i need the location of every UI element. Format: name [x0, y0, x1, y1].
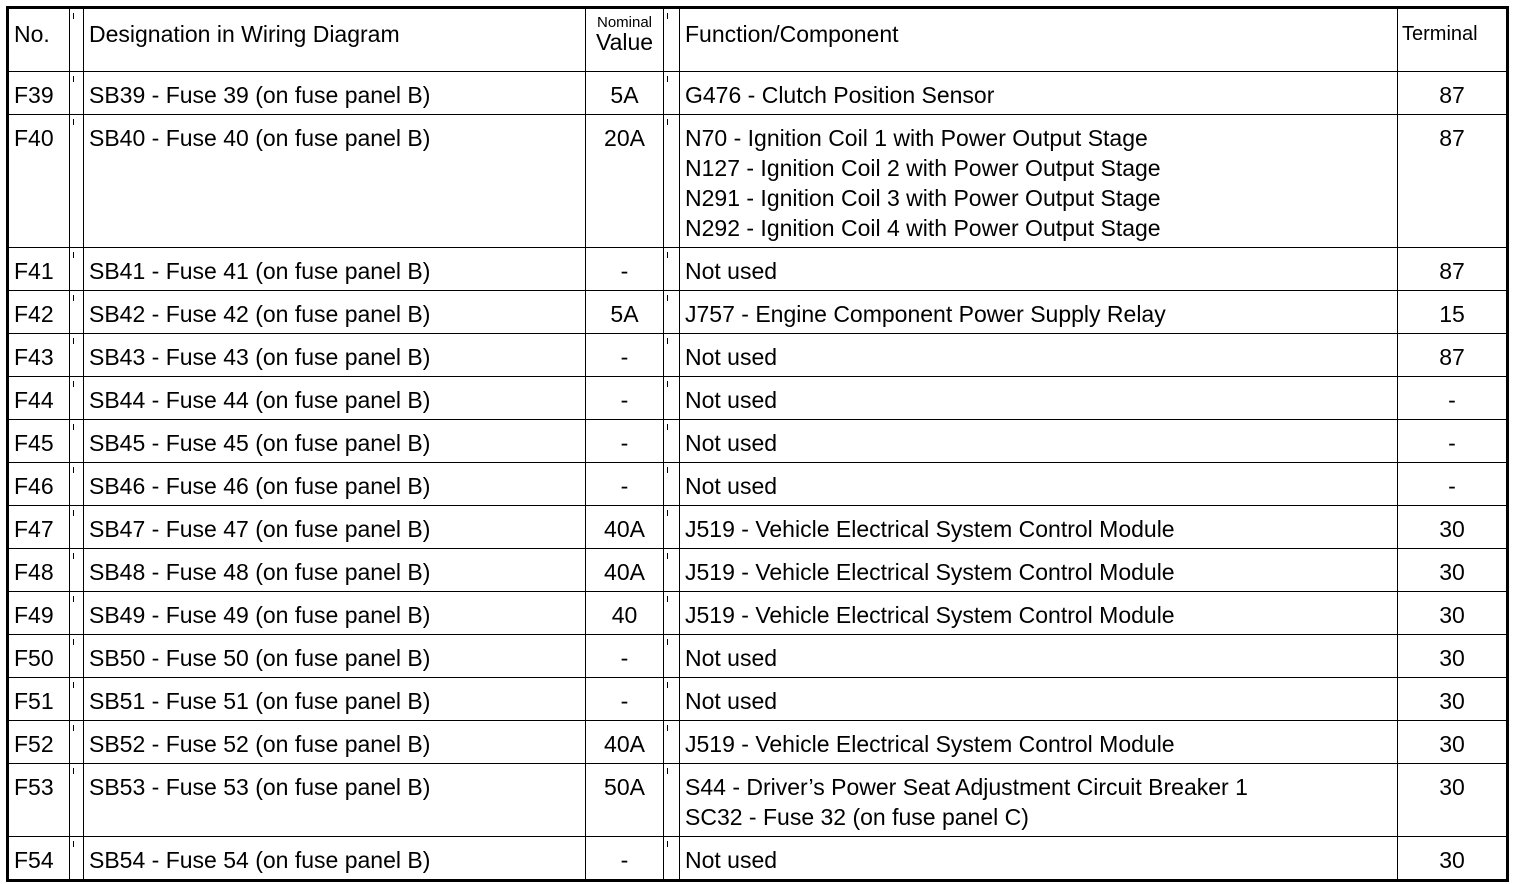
- fuse-number: F51: [8, 678, 70, 721]
- spacer-cell: [664, 678, 680, 721]
- table-row: [8, 506, 1508, 549]
- designation: SB41 - Fuse 41 (on fuse panel B): [84, 248, 586, 291]
- nominal-value: 40A: [586, 549, 664, 592]
- spacer-cell: [70, 420, 84, 463]
- nominal-value: -: [586, 248, 664, 291]
- function-component: [680, 334, 1398, 377]
- designation: SB52 - Fuse 52 (on fuse panel B): [84, 721, 586, 764]
- designation: SB39 - Fuse 39 (on fuse panel B): [84, 72, 586, 115]
- nominal-value: -: [586, 837, 664, 881]
- terminal: 87: [1398, 334, 1508, 377]
- fuse-number: F43: [8, 334, 70, 377]
- function-line: Not used: [685, 258, 778, 284]
- spacer-cell: [664, 72, 680, 115]
- spacer-cell: [70, 721, 84, 764]
- fuse-number: F50: [8, 635, 70, 678]
- spacer-cell: [664, 291, 680, 334]
- terminal: -: [1398, 420, 1508, 463]
- terminal: 30: [1398, 506, 1508, 549]
- table-row: [8, 420, 1508, 463]
- table-row: [8, 764, 1508, 837]
- spacer-cell: [70, 248, 84, 291]
- spacer-cell: [70, 506, 84, 549]
- fuse-number: F46: [8, 463, 70, 506]
- nominal-value: -: [586, 377, 664, 420]
- spacer-cell: [70, 463, 84, 506]
- terminal: 87: [1398, 248, 1508, 291]
- spacer-cell: [70, 334, 84, 377]
- terminal: 87: [1398, 115, 1508, 248]
- spacer-cell: [664, 248, 680, 291]
- spacer-cell: [664, 635, 680, 678]
- table-row: [8, 463, 1508, 506]
- function-line: N292 - Ignition Coil 4 with Power Output Stage: [685, 215, 1161, 241]
- table-row: [8, 635, 1508, 678]
- function-component: [680, 115, 1398, 248]
- fuse-number: F47: [8, 506, 70, 549]
- function-line: Not used: [685, 645, 778, 671]
- function-line: J519 - Vehicle Electrical System Control Module: [685, 602, 1175, 628]
- nominal-value: 5A: [586, 291, 664, 334]
- function-line: S44 - Driver’s Power Seat Adjustment Circuit Breaker 1: [685, 774, 1248, 800]
- table-row: [8, 837, 1508, 881]
- fuse-number: F42: [8, 291, 70, 334]
- spacer-cell: [664, 463, 680, 506]
- fuse-number: F41: [8, 248, 70, 291]
- nominal-value: 20A: [586, 115, 664, 248]
- table-row: [8, 592, 1508, 635]
- table-row: [8, 291, 1508, 334]
- header-spacer: [70, 8, 84, 72]
- function-line: N70 - Ignition Coil 1 with Power Output Stage: [685, 125, 1148, 151]
- terminal: -: [1398, 463, 1508, 506]
- spacer-cell: [664, 506, 680, 549]
- spacer-cell: [70, 291, 84, 334]
- spacer-cell: [70, 635, 84, 678]
- spacer-cell: [664, 721, 680, 764]
- function-line: Not used: [685, 387, 778, 413]
- function-component: [680, 635, 1398, 678]
- table-row: [8, 377, 1508, 420]
- function-component: [680, 721, 1398, 764]
- function-component: [680, 420, 1398, 463]
- nominal-value: 40: [586, 592, 664, 635]
- spacer-cell: [70, 837, 84, 881]
- function-component: [680, 764, 1398, 837]
- header-value-label: Value: [595, 29, 654, 55]
- spacer-cell: [664, 420, 680, 463]
- spacer-cell: [70, 592, 84, 635]
- function-line: Not used: [685, 847, 778, 873]
- function-line: N291 - Ignition Coil 3 with Power Output Stage: [685, 185, 1161, 211]
- function-component: [680, 72, 1398, 115]
- fuse-number: F54: [8, 837, 70, 881]
- function-line: Not used: [685, 688, 778, 714]
- function-component: [680, 506, 1398, 549]
- function-line: J519 - Vehicle Electrical System Control Module: [685, 731, 1175, 757]
- designation: SB50 - Fuse 50 (on fuse panel B): [84, 635, 586, 678]
- function-line: G476 - Clutch Position Sensor: [685, 82, 995, 108]
- table-row: [8, 248, 1508, 291]
- nominal-value: 5A: [586, 72, 664, 115]
- spacer-cell: [664, 549, 680, 592]
- header-terminal: Terminal: [1398, 8, 1508, 72]
- header-row: [8, 8, 1508, 72]
- terminal: -: [1398, 377, 1508, 420]
- function-line: SC32 - Fuse 32 (on fuse panel C): [685, 804, 1029, 830]
- nominal-value: -: [586, 334, 664, 377]
- terminal: 30: [1398, 635, 1508, 678]
- terminal: 30: [1398, 721, 1508, 764]
- fuse-number: F39: [8, 72, 70, 115]
- fuse-number: F53: [8, 764, 70, 837]
- fuse-number: F40: [8, 115, 70, 248]
- function-component: [680, 678, 1398, 721]
- nominal-value: 40A: [586, 721, 664, 764]
- spacer-cell: [664, 115, 680, 248]
- header-nominal-value: [586, 8, 664, 72]
- designation: SB53 - Fuse 53 (on fuse panel B): [84, 764, 586, 837]
- function-component: [680, 248, 1398, 291]
- function-line: Not used: [685, 473, 778, 499]
- spacer-cell: [664, 764, 680, 837]
- header-function: Function/Component: [680, 8, 1398, 72]
- fuse-table-body: [8, 72, 1508, 881]
- designation: SB49 - Fuse 49 (on fuse panel B): [84, 592, 586, 635]
- function-line: J519 - Vehicle Electrical System Control Module: [685, 559, 1175, 585]
- function-line: J757 - Engine Component Power Supply Relay: [685, 301, 1166, 327]
- designation: SB46 - Fuse 46 (on fuse panel B): [84, 463, 586, 506]
- spacer-cell: [70, 678, 84, 721]
- fuse-number: F48: [8, 549, 70, 592]
- spacer-cell: [664, 592, 680, 635]
- spacer-cell: [70, 549, 84, 592]
- nominal-value: -: [586, 463, 664, 506]
- terminal: 30: [1398, 837, 1508, 881]
- terminal: 30: [1398, 678, 1508, 721]
- designation: SB44 - Fuse 44 (on fuse panel B): [84, 377, 586, 420]
- spacer-cell: [664, 837, 680, 881]
- fuse-number: F44: [8, 377, 70, 420]
- table-row: [8, 334, 1508, 377]
- function-component: [680, 463, 1398, 506]
- designation: SB48 - Fuse 48 (on fuse panel B): [84, 549, 586, 592]
- table-row: [8, 549, 1508, 592]
- terminal: 30: [1398, 764, 1508, 837]
- table-row: [8, 72, 1508, 115]
- fuse-number: F49: [8, 592, 70, 635]
- designation: SB43 - Fuse 43 (on fuse panel B): [84, 334, 586, 377]
- terminal: 30: [1398, 592, 1508, 635]
- terminal: 15: [1398, 291, 1508, 334]
- spacer-cell: [70, 72, 84, 115]
- nominal-value: 50A: [586, 764, 664, 837]
- nominal-value: 40A: [586, 506, 664, 549]
- function-line: J519 - Vehicle Electrical System Control Module: [685, 516, 1175, 542]
- spacer-cell: [70, 764, 84, 837]
- nominal-value: -: [586, 635, 664, 678]
- table-row: [8, 115, 1508, 248]
- function-component: [680, 837, 1398, 881]
- header-no: No.: [8, 8, 70, 72]
- function-component: [680, 291, 1398, 334]
- spacer-cell: [70, 377, 84, 420]
- designation: SB51 - Fuse 51 (on fuse panel B): [84, 678, 586, 721]
- designation: SB42 - Fuse 42 (on fuse panel B): [84, 291, 586, 334]
- table-row: [8, 678, 1508, 721]
- terminal: 87: [1398, 72, 1508, 115]
- function-component: [680, 377, 1398, 420]
- terminal: 30: [1398, 549, 1508, 592]
- spacer-cell: [664, 334, 680, 377]
- function-line: N127 - Ignition Coil 2 with Power Output Stage: [685, 155, 1161, 181]
- fuse-table: [6, 6, 1509, 882]
- function-component: [680, 592, 1398, 635]
- fuse-number: F52: [8, 721, 70, 764]
- spacer-cell: [70, 115, 84, 248]
- designation: SB45 - Fuse 45 (on fuse panel B): [84, 420, 586, 463]
- function-line: Not used: [685, 344, 778, 370]
- function-line: Not used: [685, 430, 778, 456]
- function-component: [680, 549, 1398, 592]
- nominal-value: -: [586, 678, 664, 721]
- nominal-value: -: [586, 420, 664, 463]
- header-spacer: [664, 8, 680, 72]
- header-designation: Designation in Wiring Diagram: [84, 8, 586, 72]
- designation: SB40 - Fuse 40 (on fuse panel B): [84, 115, 586, 248]
- designation: SB47 - Fuse 47 (on fuse panel B): [84, 506, 586, 549]
- spacer-cell: [664, 377, 680, 420]
- header-nominal-label: Nominal: [596, 14, 653, 31]
- table-row: [8, 721, 1508, 764]
- fuse-number: F45: [8, 420, 70, 463]
- designation: SB54 - Fuse 54 (on fuse panel B): [84, 837, 586, 881]
